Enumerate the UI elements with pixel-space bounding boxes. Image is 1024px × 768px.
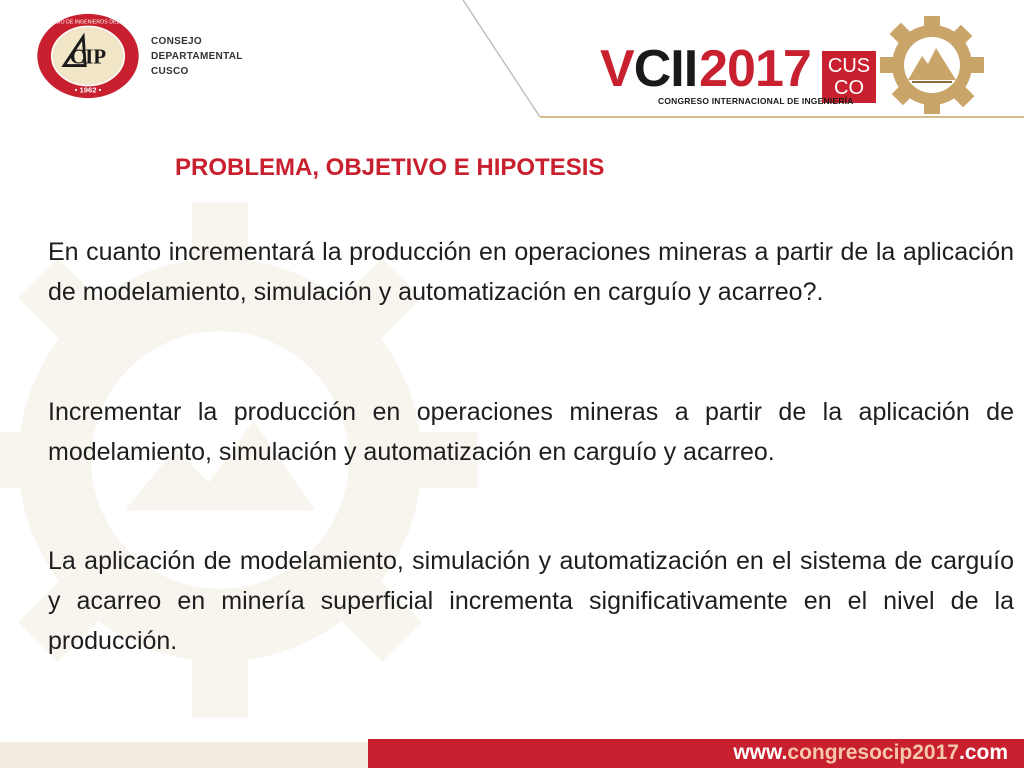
objective-paragraph: Incrementar la producción en operaciones mineras a partir de la aplicación de modelamiento, simulación y automatización en carguío y acarreo. bbox=[48, 398, 1014, 466]
footer-url-prefix: www. bbox=[733, 741, 788, 764]
cusco-top: CUS bbox=[827, 55, 871, 77]
hypothesis-paragraph: La aplicación de modelamiento, simulación y automatización en el sistema de carguío y acarreo en minería superficial incrementa significativamente en el nivel de la producción. bbox=[48, 547, 1014, 655]
slide-title: PROBLEMA, OBJETIVO E HIPOTESIS bbox=[175, 154, 605, 181]
congress-wordmark bbox=[600, 42, 811, 96]
congress-subtitle: CONGRESO INTERNACIONAL DE INGENIERÍA bbox=[658, 96, 854, 106]
header bbox=[0, 0, 1024, 118]
council-line: DEPARTAMENTAL bbox=[151, 51, 243, 62]
congress-logo bbox=[600, 22, 1000, 112]
council-line: CONSEJO bbox=[151, 36, 203, 47]
congress-v: V bbox=[600, 40, 634, 98]
congress-cii: CII bbox=[633, 40, 698, 98]
svg-text:CIP: CIP bbox=[69, 44, 107, 69]
svg-text:• 1962 •: • 1962 • bbox=[74, 85, 102, 95]
problem-paragraph: En cuanto incrementará la producción en operaciones mineras a partir de la aplicación de modelamiento, simulación y automatización en carguío y acarreo?. bbox=[48, 238, 1014, 306]
machu-picchu-gear-icon bbox=[870, 12, 994, 118]
footer-bar bbox=[368, 739, 1024, 768]
footer-url-suffix: .com bbox=[958, 741, 1008, 764]
footer-url bbox=[733, 741, 1008, 765]
council-line: CUSCO bbox=[151, 66, 189, 77]
cusco-bottom: CO bbox=[834, 77, 864, 99]
footer-url-domain: congresocip2017 bbox=[787, 741, 959, 764]
footer-left-band bbox=[0, 742, 368, 768]
svg-text:COLEGIO DE INGENIEROS DEL PERÚ: COLEGIO DE INGENIEROS DEL PERÚ bbox=[40, 19, 136, 26]
congress-year: 2017 bbox=[699, 40, 811, 98]
cip-logo-icon bbox=[35, 12, 141, 100]
council-label bbox=[151, 34, 243, 79]
